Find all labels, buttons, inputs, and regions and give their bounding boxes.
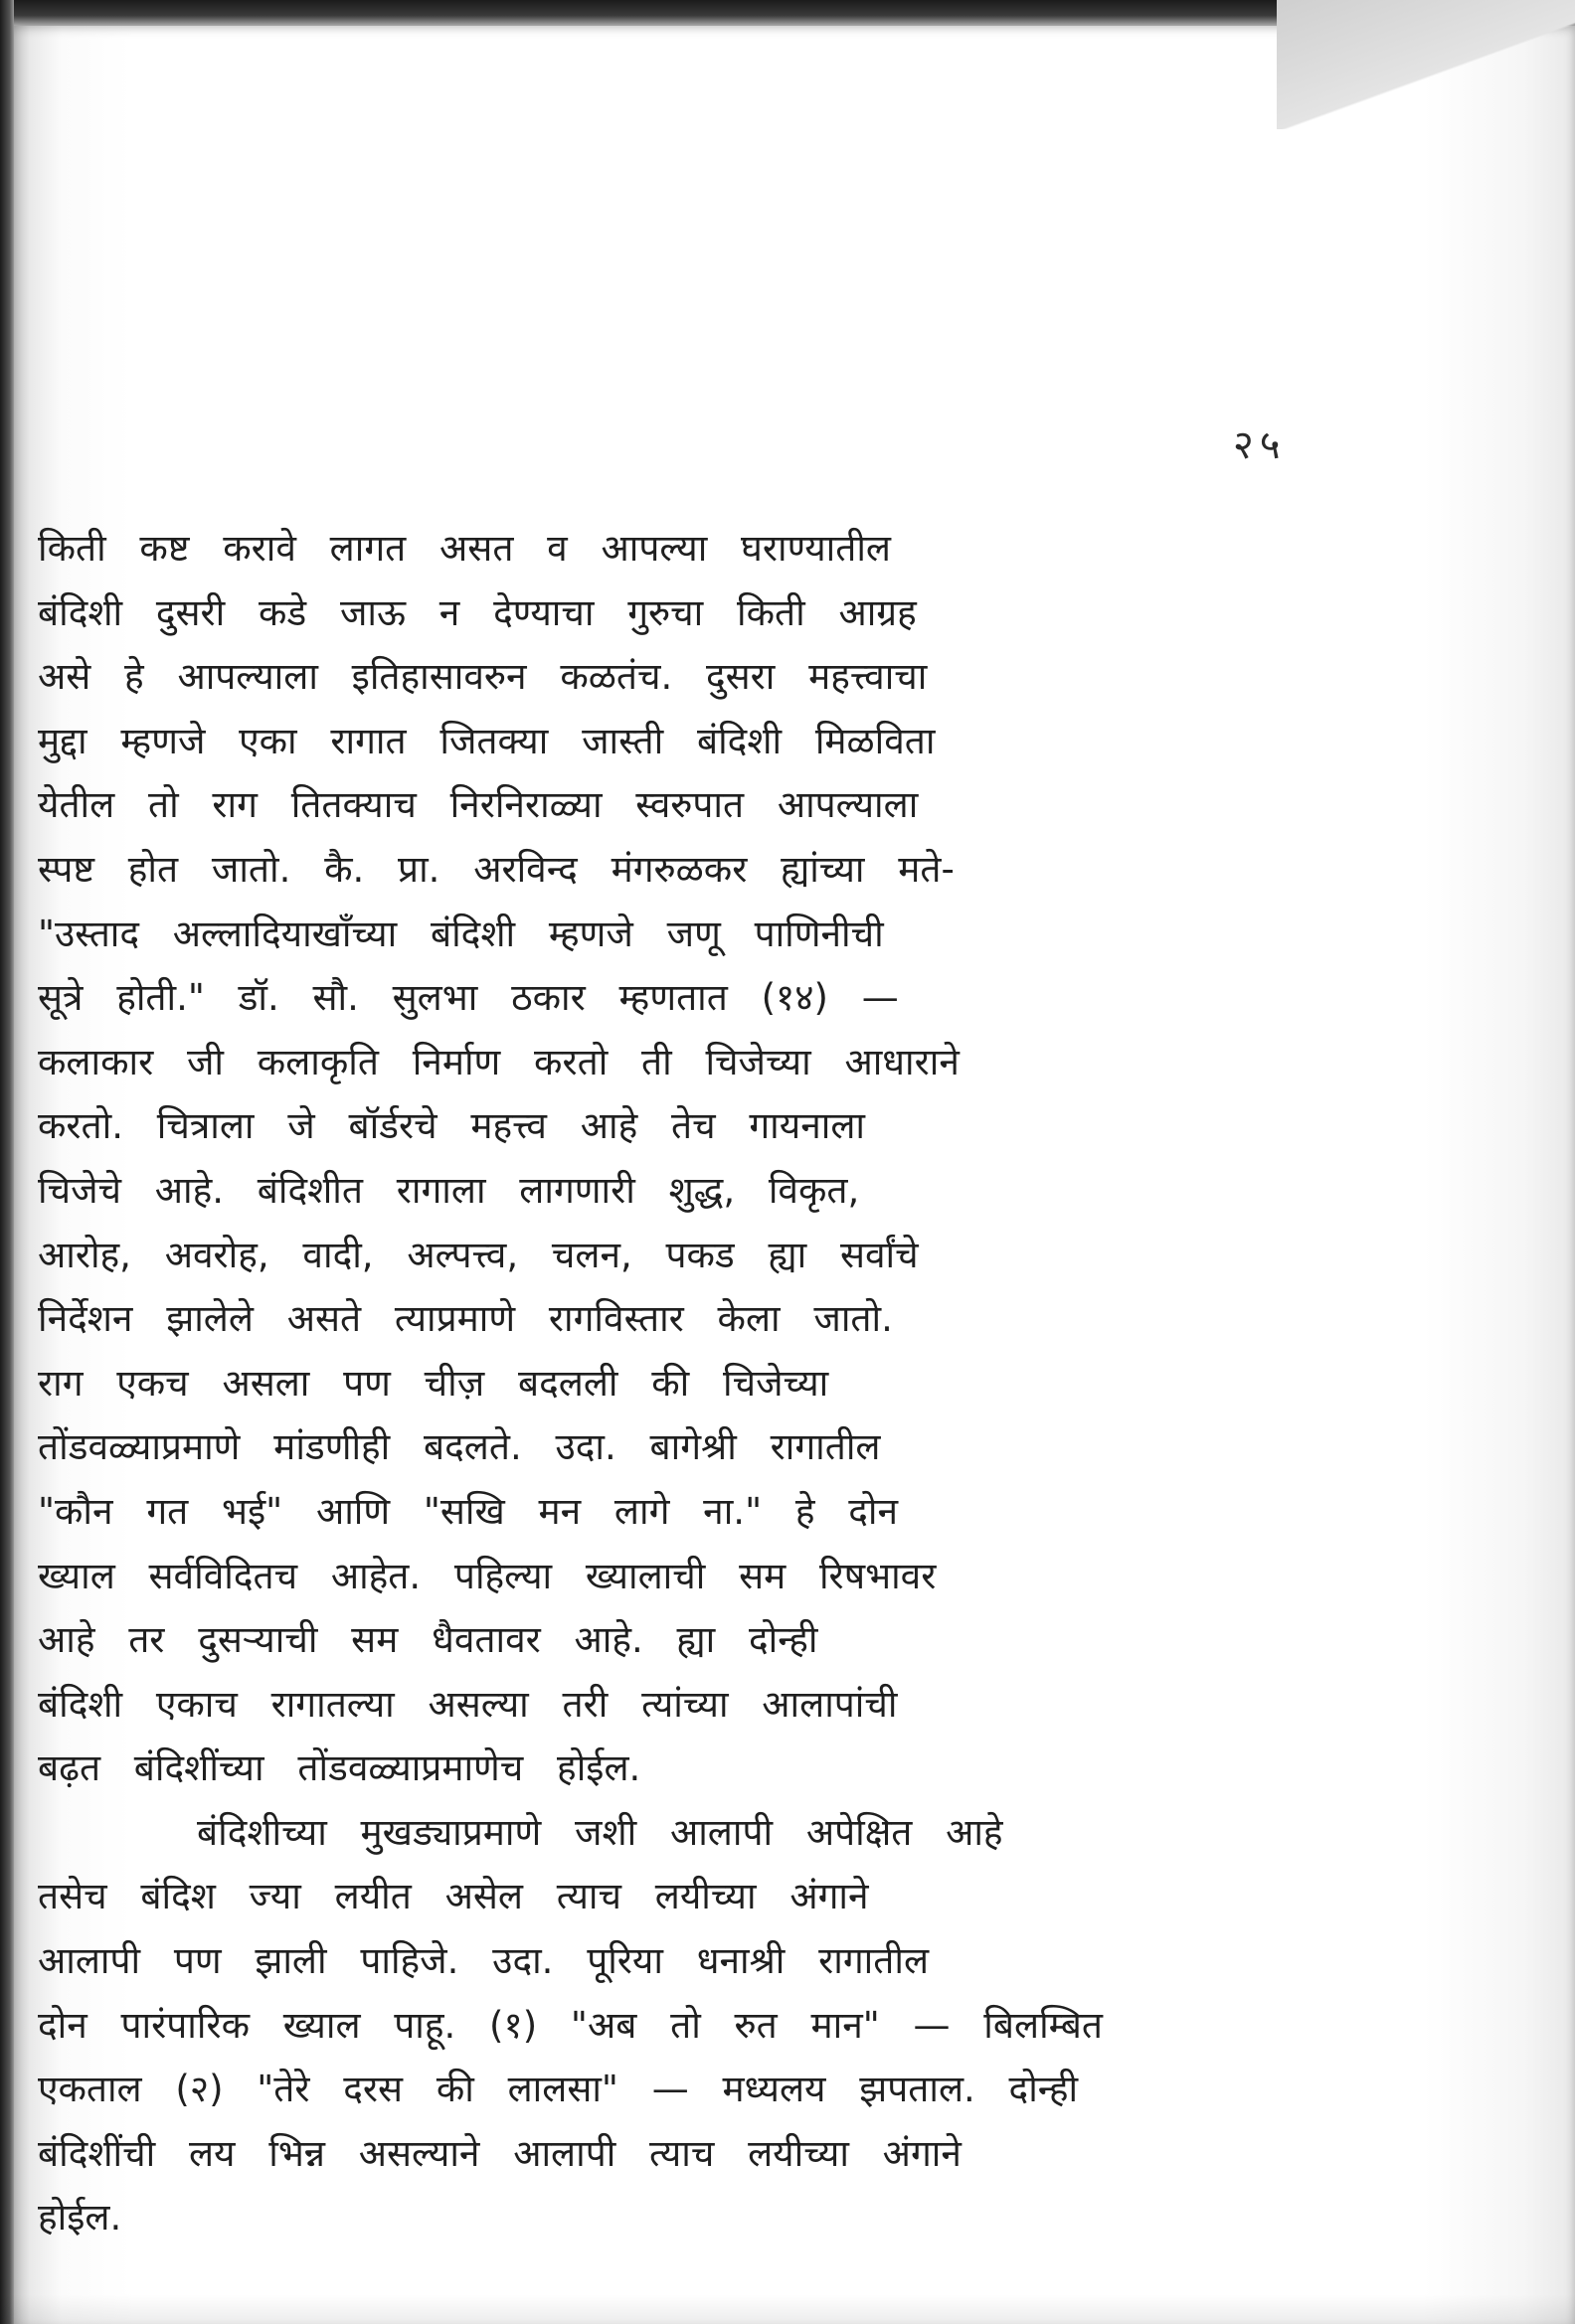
text-line: चिजेचे आहे. बंदिशीत रागाला लागणारी शुद्ध, विकृत, [38,1168,860,1212]
text-line: ख्याल सर्वविदितच आहेत. पहिल्या ख्यालाची सम रिषभावर [38,1554,937,1597]
text-line: तसेच बंदिश ज्या लयीत असेल त्याच लयीच्या अंगाने [38,1875,869,1918]
handwritten-text-block [38,517,1360,2250]
text-line: असे हे आपल्याला इतिहासावरुन कळतंच. दुसरा महत्त्वाचा [38,655,928,699]
text-line: येतील तो राग तितक्याच निरनिराळ्या स्वरुपात आपल्याला [38,783,919,827]
text-line: दोन पारंपारिक ख्याल पाहू. (१) "अब तो रुत मान" — बिलम्बित [38,2003,1103,2047]
text-line-paragraph-start: बंदिशीच्या मुखड्याप्रमाणे जशी आलापी अपेक्षित आहे [197,1810,1003,1854]
text-line: बढ़त बंदिशींच्या तोंडवळ्याप्रमाणेच होईल. [38,1746,641,1790]
text-line: आरोह, अवरोह, वादी, अल्पत्त्व, चलन, पकड ह्या सर्वांचे [38,1233,919,1276]
text-line: स्पष्ट होत जातो. कै. प्रा. अरविन्द मंगरुळकर ह्यांच्या मते- [38,847,955,891]
text-line: "कौन गत भई" आणि "सखि मन लागे ना." हे दोन [38,1489,899,1533]
folded-corner [1277,0,1575,129]
text-line: कलाकार जी कलाकृति निर्माण करतो ती चिजेच्या आधाराने [38,1040,960,1083]
text-line: होईल. [38,2196,122,2240]
text-line: करतो. चित्राला जे बॉर्डरचे महत्त्व आहे तेच गायनाला [38,1104,865,1148]
text-line: "उस्ताद अल्लादियाखाँच्या बंदिशी म्हणजे जणू पाणिनीची [38,912,884,955]
text-line: आहे तर दुसऱ्याची सम धैवतावर आहे. ह्या दोन्ही [38,1618,818,1662]
text-line: बंदिशी एकाच रागातल्या असल्या तरी त्यांच्या आलापांची [38,1682,898,1726]
text-line: राग एकच असला पण चीज़ बदलली की चिजेच्या [38,1361,829,1405]
binding-edge [0,0,14,2324]
text-line: तोंडवळ्याप्रमाणे मांडणीही बदलते. उदा. बागेश्री रागातील [38,1425,881,1469]
text-line: बंदिशींची लय भिन्न असल्याने आलापी त्याच लयीच्या अंगाने [38,2131,962,2175]
text-line: एकताल (२) "तेरे दरस की लालसा" — मध्यलय झपताल. दोन्ही [38,2068,1079,2111]
text-line: किती कष्ट करावे लागत असत व आपल्या घराण्यातील [38,527,892,570]
bottom-edge-shadow [0,2294,1575,2324]
page-number: २५ [1233,422,1287,468]
text-line: बंदिशी दुसरी कडे जाऊ न देण्याचा गुरुचा किती आग्रह [38,590,917,634]
text-line: मुद्दा म्हणजे एका रागात जितक्या जास्ती बंदिशी मिळविता [38,719,936,762]
text-line: निर्देशन झालेले असते त्याप्रमाणे रागविस्तार केला जातो. [38,1297,893,1341]
text-line: आलापी पण झाली पाहिजे. उदा. पूरिया धनाश्री रागातील [38,1939,930,1983]
text-line: सूत्रे होती." डॉ. सौ. सुलभा ठकार म्हणतात (१४) — [38,976,899,1020]
